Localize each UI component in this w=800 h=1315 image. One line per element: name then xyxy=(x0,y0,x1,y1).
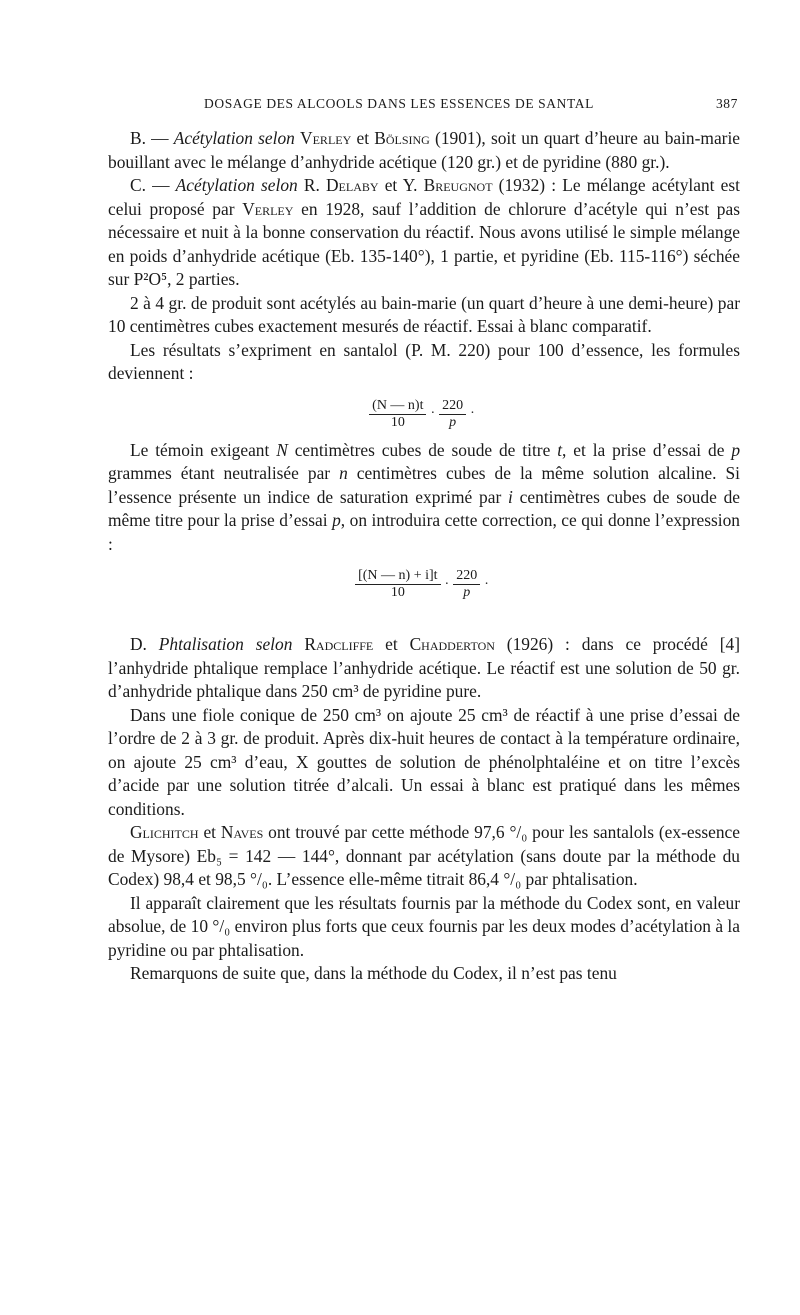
conjunction: et xyxy=(373,634,410,654)
paragraph-c xyxy=(108,174,740,292)
paragraph-conclusion: Il apparaît clairement que les résultats fournis par la méthode du Codex sont, en valeur absolue, de 10 °/₀ environ plus forts que ceux fournis par les deux modes d’acétylation à la pyridine ou par phtalisation. xyxy=(108,892,740,960)
numerator: (N — n)t xyxy=(369,398,426,415)
paragraph-results: Les résultats s’expriment en santalol (P. M. 220) pour 100 d’essence, les formules deviennent : xyxy=(108,339,740,383)
section-lead-c: C. — xyxy=(130,175,176,195)
text-run: centimètres cubes de soude de titre xyxy=(287,439,558,460)
paragraph-temoin xyxy=(108,439,740,557)
text-run: Le témoin exigeant xyxy=(130,439,277,460)
author-radcliffe: Radcliffe xyxy=(304,634,374,654)
denominator: 10 xyxy=(390,414,405,430)
variable-n: n xyxy=(339,463,348,483)
paragraph-c-text-1: (1932) : Le mélange acétylant est celui proposé par xyxy=(108,175,740,219)
author-verley: Verley xyxy=(242,198,294,219)
method-name-c: Acétylation selon xyxy=(175,175,298,195)
formula-1 xyxy=(108,398,740,431)
text-run: , et la prise d’essai de xyxy=(562,439,732,460)
paragraph-glichitch-text: ont trouvé par cette méthode 97,6 °/₀ pour les santalols (ex-essence de Mysore) Eb₅ = 142 — 144°, donnant par acétylation (sans doute par la méthode du Codex) 98,4 et 98,5 °/₀. L’essence elle-même titrait 86,4 °/₀ par phtalisation. xyxy=(108,822,740,889)
author-bolsing: Bölsing xyxy=(374,128,430,148)
body-text xyxy=(108,127,740,986)
formula-2 xyxy=(108,568,740,601)
page-number: 387 xyxy=(715,96,738,111)
numerator: 220 xyxy=(453,568,480,585)
author-delaby: Delaby xyxy=(325,175,379,195)
variable-p: p xyxy=(731,439,741,460)
text-run: grammes étant neutralisée par xyxy=(108,463,340,483)
denominator: p xyxy=(463,585,471,600)
numerator: 220 xyxy=(439,398,466,415)
formula-1-fraction-b xyxy=(439,398,466,431)
spacer xyxy=(108,609,740,633)
paragraph-b-text: (1901), soit un quart d’heure au bain-marie bouillant avec le mélange d’anhydride acétique (120 gr.) et de pyridine (880 gr.). xyxy=(108,128,741,172)
paragraph-glichitch xyxy=(108,821,740,892)
end-dot: · xyxy=(484,576,489,592)
method-name-d: Phtalisation selon xyxy=(158,634,293,654)
multiply-dot: · xyxy=(430,406,436,421)
denominator: p xyxy=(449,414,457,430)
author-verley: Verley xyxy=(300,128,352,148)
method-name-b: Acétylation selon xyxy=(173,128,295,148)
paragraph-b xyxy=(108,127,740,174)
author-naves: Naves xyxy=(220,822,264,842)
conjunction: et xyxy=(351,128,375,148)
author-glichitch: Glichitch xyxy=(130,822,199,842)
text-run: , on introduira cette correction, ce qui donne l’expression : xyxy=(108,510,740,554)
formula-1-fraction-a xyxy=(369,398,426,431)
numerator: [(N — n) + i]t xyxy=(355,568,440,585)
conjunction: et Y. xyxy=(378,175,424,195)
formula-2-fraction-b xyxy=(453,568,480,601)
text-run: centimètres cubes de soude de même titre pour la prise d’essai xyxy=(108,486,740,530)
paragraph-d-text: (1926) : dans ce procédé [4] l’anhydride phtalique remplace l’anhydride acétique. Le réactif est une solution de 50 gr. d’anhydride phtalique dans 250 cm³ de pyridine pure. xyxy=(108,634,740,701)
paragraph-c-text-2: en 1928, sauf l’addition de chlorure d’acétyle qui n’est pas nécessaire et nuit à la bonne conservation du réactif. Nous avons utilisé le simple mélange en poids d’anhydride acétique (Eb. 135-140°), 1 partie, et pyridine (Eb. 115-116°) séchée sur P²O⁵, 2 parties. xyxy=(108,198,740,289)
paragraph-sample: 2 à 4 gr. de produit sont acétylés au bain-marie (un quart d’heure à une demi-heure) par 10 centimètres cubes exactement mesurés de réactif. Essai à blanc comparatif. xyxy=(108,292,740,336)
denominator: 10 xyxy=(390,585,405,600)
section-lead-d: D. xyxy=(130,634,159,654)
paragraph-d xyxy=(108,633,740,704)
author-chadderton: Chadderton xyxy=(409,634,495,654)
conjunction: et xyxy=(198,822,221,842)
paragraph-remark: Remarquons de suite que, dans la méthode du Codex, il n’est pas tenu xyxy=(130,963,617,983)
author-initial: R. xyxy=(297,175,326,195)
end-dot: · xyxy=(470,406,475,421)
text-run: centimètres cubes de la même solution alcaline. Si l’essence présente un indice de saturation exprimé par xyxy=(108,463,740,507)
formula-2-fraction-a xyxy=(355,568,440,601)
variable-i: i xyxy=(508,486,513,507)
variable-N: N xyxy=(276,439,288,460)
variable-t: t xyxy=(557,439,563,460)
multiply-dot: · xyxy=(444,576,450,592)
section-lead-b: B. — xyxy=(130,128,174,148)
running-title: DOSAGE DES ALCOOLS DANS LES ESSENCES DE SANTAL xyxy=(204,96,594,111)
paragraph-procedure: Dans une fiole conique de 250 cm³ on ajoute 25 cm³ de réactif à une prise d’essai de l’ordre de 2 à 3 gr. de produit. Après dix-huit heures de contact à la température ordinaire, on ajoute 25 cm³ d’eau, X gouttes de solution de phénolphtaléine et on titre l’excès d’acide par une solution titrée d’alcali. Un essai à blanc est pratiqué dans les mêmes conditions. xyxy=(108,704,740,819)
author-breugnot: Breugnot xyxy=(423,175,493,195)
variable-p: p xyxy=(332,510,341,530)
